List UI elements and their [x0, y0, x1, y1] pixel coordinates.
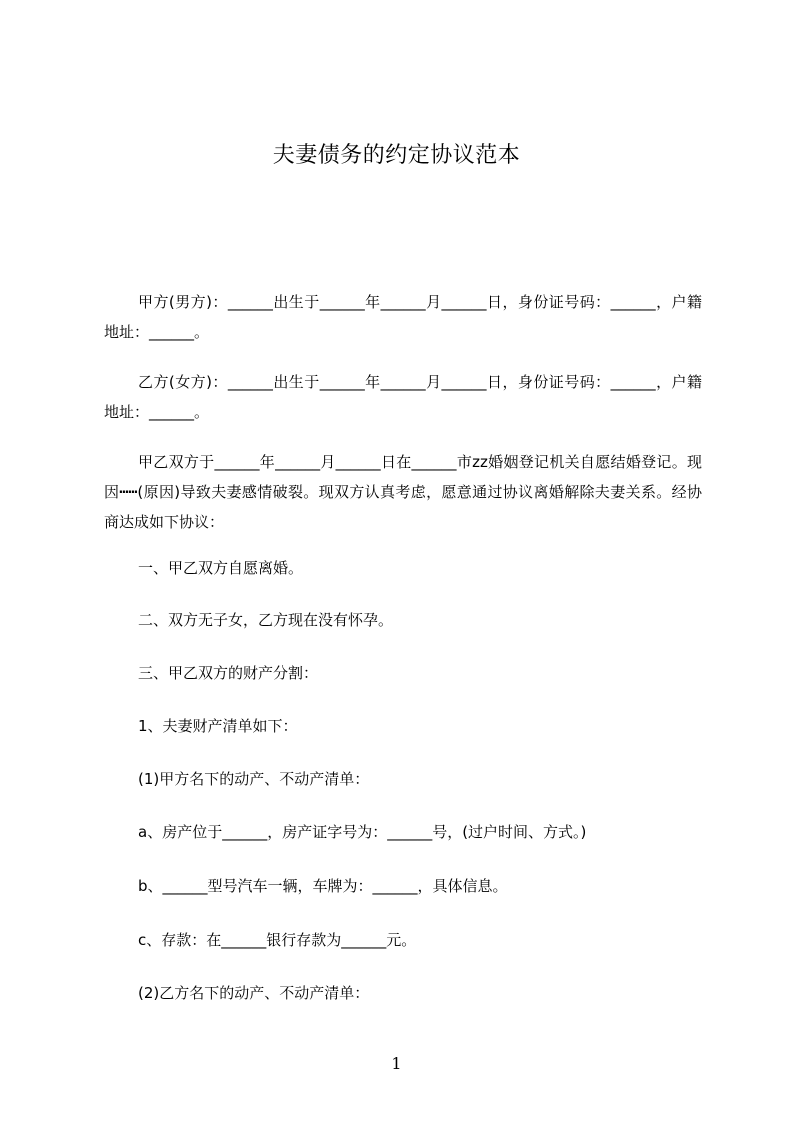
- property-list-heading: 1、夫妻财产清单如下：: [138, 717, 298, 735]
- clause-3: 三、甲乙双方的财产分割：: [138, 664, 319, 682]
- property-item-car: b、______型号汽车一辆，车牌为：______，具体信息。: [138, 877, 508, 895]
- party-b-paragraph: 乙方(女方)：______出生于______年______月______日，身份证号码：______，户籍地址：______。: [104, 373, 702, 421]
- property-item-deposit: c、存款：在______银行存款为______元。: [138, 931, 417, 949]
- party-a-property-heading: (1)甲方名下的动产、不动产清单：: [138, 770, 370, 788]
- property-item-house: a、房产位于______，房产证字号为：______号，(过户时间、方式。): [138, 823, 587, 841]
- document-title: 夫妻债务的约定协议范本: [272, 143, 521, 168]
- clause-1: 一、甲乙双方自愿离婚。: [138, 559, 304, 577]
- clause-2: 二、双方无子女，乙方现在没有怀孕。: [138, 611, 394, 629]
- marriage-paragraph: 甲乙双方于______年______月______日在______市zz婚姻登记机关自愿结婚登记。现因┅┅(原因)导致夫妻感情破裂。现双方认真考虑，愿意通过协议离婚解除夫妻关系。经协商达成如下协议：: [104, 453, 702, 531]
- party-a-paragraph: 甲方(男方)：______出生于______年______月______日，身份证号码：______，户籍地址：______。: [104, 293, 702, 341]
- page-number: 1: [391, 1054, 402, 1073]
- party-b-property-heading: (2)乙方名下的动产、不动产清单：: [138, 984, 370, 1002]
